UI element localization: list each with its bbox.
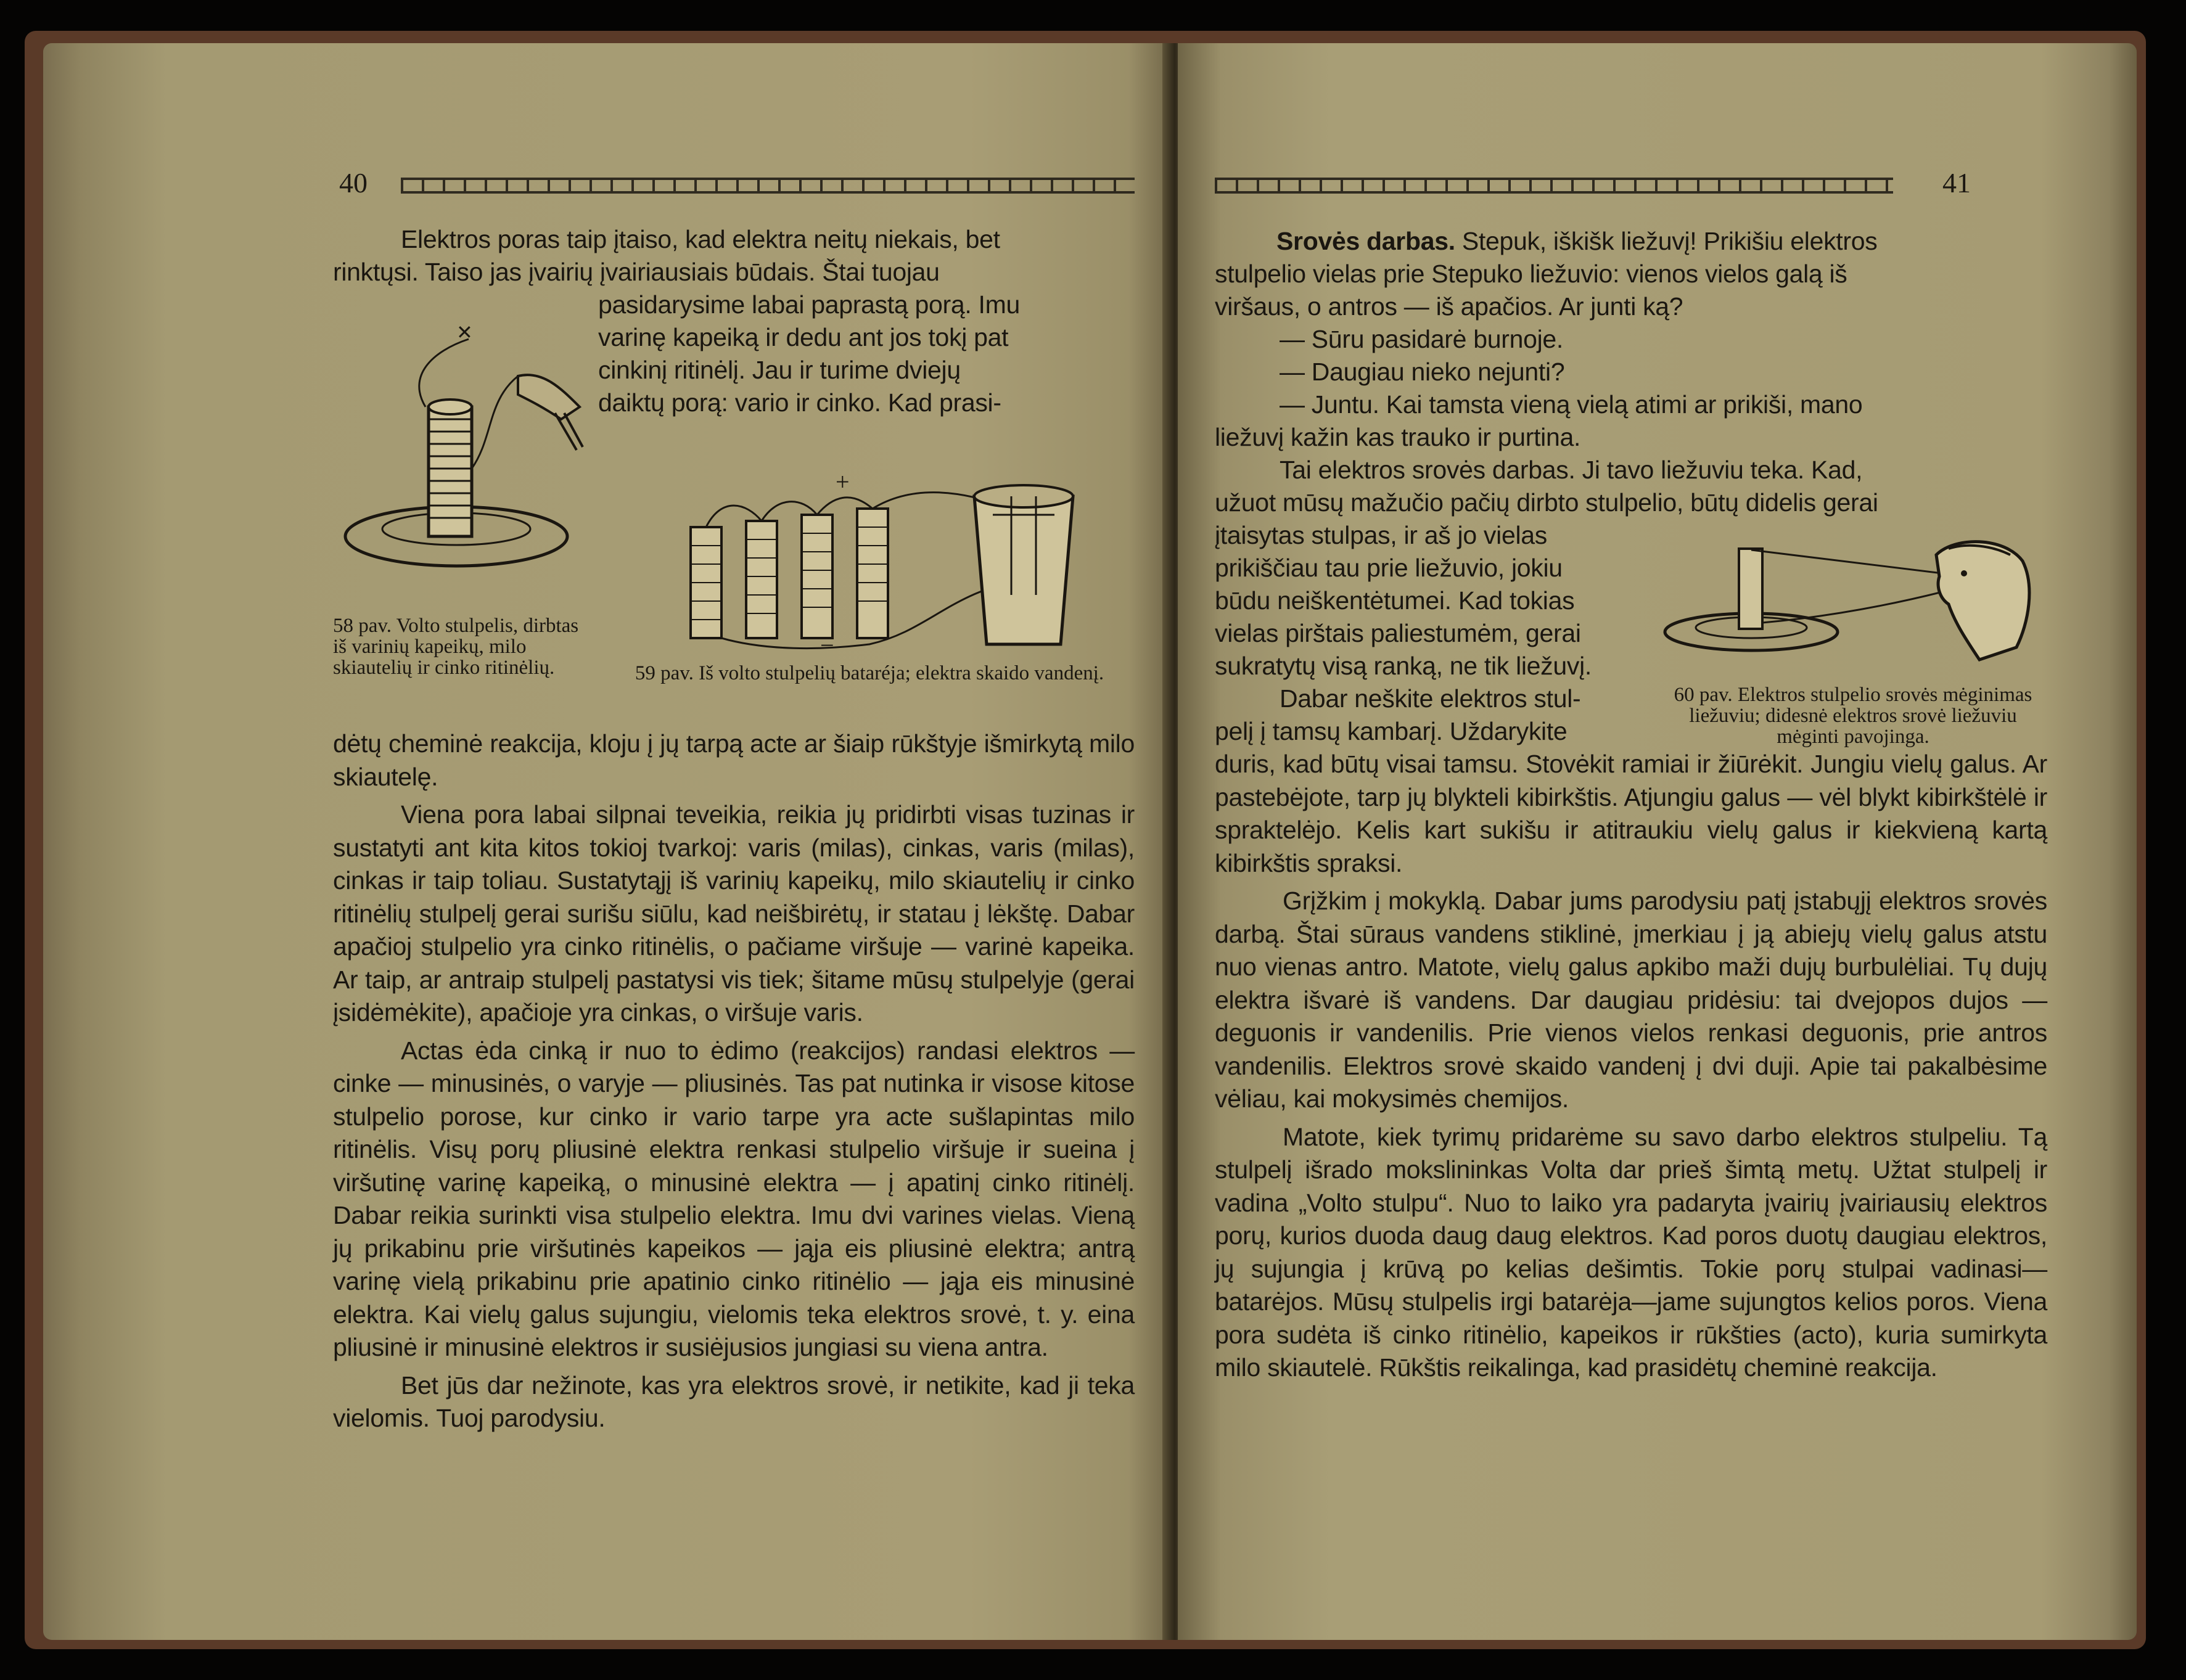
wrap-line-5: sukratytų visą ranką, ne tik liežuvį.: [1215, 652, 1592, 680]
intro-line-6: daiktų porą: vario ir cinko. Kad prasi-: [598, 388, 1001, 417]
fig59-minus-label: −: [820, 631, 834, 657]
figure-60-caption: 60 pav. Elektros stulpelio srovės mėginimas liežuviu; didesnė elektros srovė liežuviu mėginti pavojinga.: [1674, 684, 2032, 748]
figure-58-volta-pile: [333, 314, 592, 604]
left-paragraph-1: dėtų cheminė reakcija, kloju į jų tarpą acte ar šiaip rūkštyje išmirkytą milo skiautelę.: [333, 729, 1135, 791]
intro-line-5: cinkinį ritinėlį. Jau ir turime dviejų: [598, 356, 961, 384]
svg-text:✕: ✕: [456, 321, 473, 343]
ornament-rule-left: [401, 178, 1135, 194]
right-line-9: užuot mūsų mažučio pačių dirbto stulpelio, būtų didelis gerai: [1215, 488, 1878, 517]
intro-line-4: varinę kapeiką ir dedu ant jos tokį pat: [598, 323, 1009, 351]
left-paragraph-4: Bet jūs dar nežinote, kas yra elektros srovė, ir netikite, kad ji teka vielomis. Tuoj parodysiu.: [333, 1371, 1135, 1432]
intro-line-3: pasidarysime labai paprastą porą. Imu: [598, 290, 1020, 319]
left-paragraph-3: Actas ėda cinką ir nuo to ėdimo (reakcijos) randasi elektros — cinke — minusinės, o varyje — pliusinės. Tas pat nutinka ir visose kitose stulpelio porose, kur cinko ir vario tarpe yra acte sušlapintas milo ritinėlis. Visų porų pliusinė elektra renkasi stulpelio viršuje ir sueina į viršutinę varinę kapeiką, o minusinė elektra — į apatinį cinko ritinėlį. Dabar reikia surinkti visa stulpelio elektra. Imu dvi varines vielas. Vieną jų prikabinu prie viršutinės kapeikos — jąja eis pliusinė elektra; antrą varinę vielą prikabinu prie apatinio cinko ritinėlio — jąja eis minusinė elektra. Kai vielų galus sujungiu, vielomis teka elektros srovė, t. y. eina pliusinė ir minusinė elektros ir susiėjusios jungiasi su viena antra.: [333, 1036, 1135, 1361]
right-line-5: — Daugiau nieko nejunti?: [1280, 358, 1565, 386]
wrap-line-6: Dabar neškite elektros stul-: [1280, 684, 1581, 713]
wrap-line-4: vielas pirštais paliestumėm, gerai: [1215, 619, 1581, 647]
wrap-line-3: būdu neiškentėtumei. Kad tokias: [1215, 586, 1575, 615]
right-line-3: viršaus, o antros — iš apačios. Ar junti ką?: [1215, 292, 1683, 321]
intro-line-1: Elektros poras taip įtaiso, kad elektra neitų niekais, bet: [401, 225, 1000, 253]
right-line-8: Tai elektros srovės darbas. Ji tavo liežuviu teka. Kad,: [1280, 456, 1863, 484]
wrap-line-1: įtaisytas stulpas, ir aš jo vielas: [1215, 521, 1547, 549]
right-page: [1178, 43, 2137, 1640]
wrap-line-2: prikiščiau tau prie liežuvio, jokiu: [1215, 554, 1563, 582]
right-paragraph-1: duris, kad būtų visai tamsu. Stovėkit ramiai ir žiūrėkit. Jungiu vielų galus. Ar pastebėjote, tarp jų blykteli kibirkštis. Atjungiu galus — vėl blykt kibirkštėlė ir spraktelėjo. Kelis kart sukišu ir atitraukiu vielų galus ir kiekvieną kartą kibirkštis spraksi.: [1215, 750, 2047, 877]
ornament-rule-right: [1215, 178, 1893, 194]
left-body-text: [333, 727, 1135, 1435]
right-line-6: — Juntu. Kai tamsta vieną vielą atimi ar prikiši, mano: [1280, 390, 1863, 419]
left-page: [43, 43, 1175, 1640]
right-line-4: — Sūru pasidarė burnoje.: [1280, 325, 1564, 353]
right-line-1: Srovės darbas. Stepuk, iškišk liežuvį! Prikišiu elektros: [1215, 225, 2047, 258]
right-body-text: [1215, 748, 2047, 1385]
figure-60-tongue-test: [1659, 530, 2041, 678]
right-line-7: liežuvį kažin kas trauko ir purtina.: [1215, 423, 1581, 451]
page-number-right: 41: [1942, 167, 1971, 199]
book: [25, 31, 2146, 1649]
right-paragraph-3: Matote, kiek tyrimų pridarėme su savo darbo elektros stulpeliu. Tą stulpelį išrado mokslininkas Volta dar prieš šimtą metų. Užtat stulpelį ir vadina „Volto stulpu“. Nuo to laiko yra padaryta įvairių įvairiausių elektros porų, kurios duoda daug daug elektros. Kad poros duotų daugiau elektros, jų sujungia į krūvą po kelias dešimtis. Tokie porų stulpai vadinasi—batarėjos. Mūsų stulpelis irgi batarėja—jame sujungtos kelios poros. Viena pora sudėta iš cinko ritinėlio, kapeikos ir rūkšties (acto), kuria sumirkyta milo skiautelė. Rūkštis reikalinga, kad prasidėtų cheminė reakcija.: [1215, 1122, 2047, 1382]
fig59-plus-label: +: [836, 472, 850, 496]
left-paragraph-2: Viena pora labai silpnai teveikia, reikia jų pridirbti visas tuzinas ir sustatyti ant kita kitos tokioj tvarkoj: varis (milas), cinkas, varis (milas), cinkas ir taip toliau. Sustatytąjį iš varinių kapeikų, milo skiautelių ir cinko ritinėlių stulpelį gerai surišu siūlu, kad neišbirėtų, ir statau į lėkštę. Dabar apačioj stulpelio yra cinko ritinėlis, o pačiame viršuje — varinė kapeika. Ar taip, ar antraip stulpelį pastatysi vis tiek; šitame mūsų stulpelyje (gerai įsidėmėkite), apačioje yra cinkas, o viršuje varis.: [333, 800, 1135, 1026]
wrap-line-7: pelį į tamsų kambarį. Uždarykite: [1215, 717, 1568, 745]
right-paragraph-2: Grįžkim į mokyklą. Dabar jums parodysiu patį įstabųjį elektros srovės darbą. Štai sūraus vandens stiklinė, įmerkiau į ją abiejų vielų galus atstu nuo vienas antro. Matote, vielų galus apkibo maži dujų burbulėliai. Tų dujų elektra išvarė iš vandens. Dar daugiau pridėsiu: tai dvejopos dujos — deguonis ir vandenilis. Prie vienos vielos renkasi deguonis, prie antros vandenilis. Elektros srovė skaido vandenį į dvi duji. Apie tai pakalbėsime vėliau, kai mokysimės chemijos.: [1215, 887, 2047, 1113]
figure-58-caption: 58 pav. Volto stulpelis, dirbtas iš varinių kapeikų, milo skiautelių ir cinko ritinėlių.: [333, 615, 579, 679]
intro-line-2: rinktųsi. Taiso jas įvairių įvairiausiais būdais. Štai tuojau: [333, 258, 940, 286]
right-line-2: stulpelio vielas prie Stepuko liežuvio: vienos vielos galą iš: [1215, 260, 1847, 288]
figure-59-caption: 59 pav. Iš volto stulpelių bataréja; elektra skaido vandenį.: [635, 662, 1104, 684]
section-heading: Srovės darbas.: [1276, 227, 1455, 255]
page-number-left: 40: [339, 167, 368, 199]
figure-59-battery: [666, 472, 1110, 657]
